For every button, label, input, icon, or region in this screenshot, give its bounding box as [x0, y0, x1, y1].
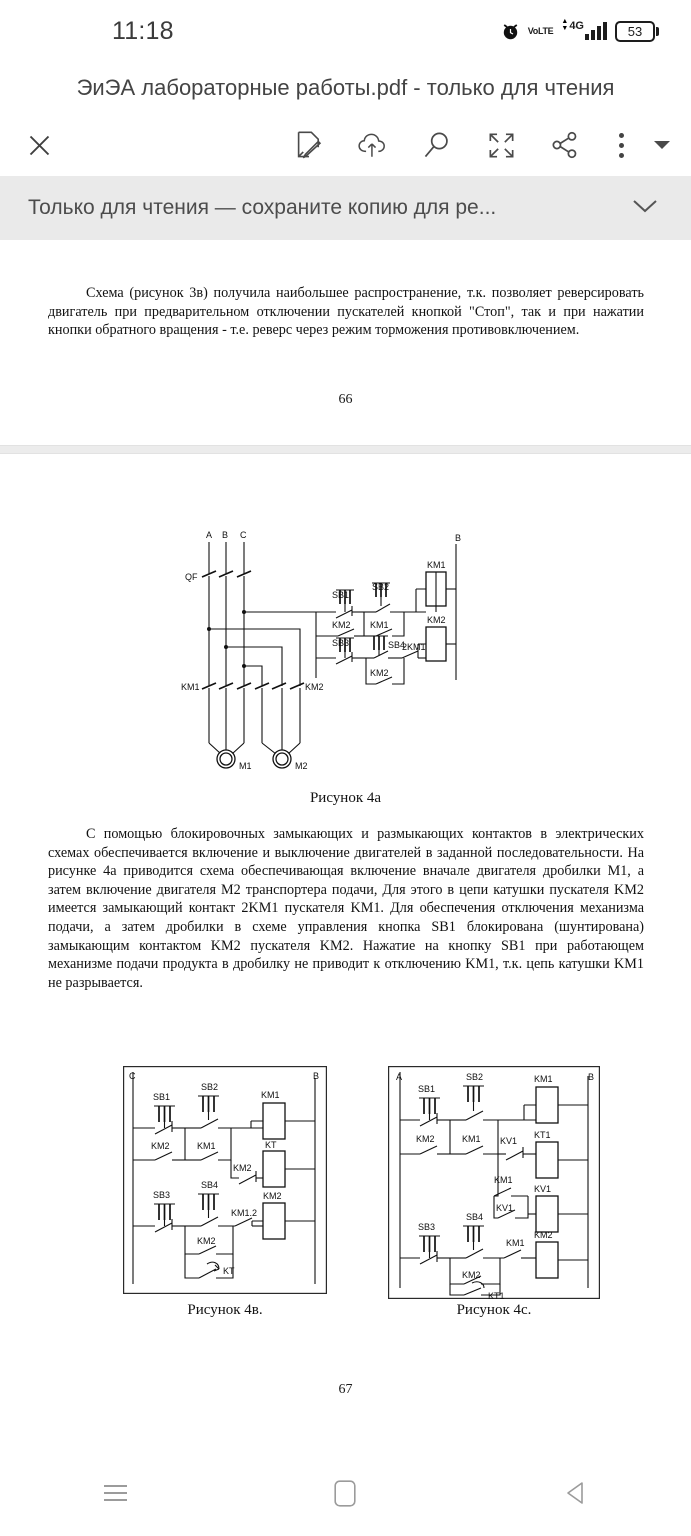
figure-4a-caption: Рисунок 4а [309, 790, 382, 806]
label-right-rail-b: B [455, 533, 462, 543]
label-coil-km1: KM1 [427, 560, 446, 570]
cloud-upload-icon [357, 130, 389, 160]
edit-document-icon [294, 130, 324, 160]
home-button[interactable] [297, 1450, 393, 1536]
label-coil-kv1: KV1 [534, 1184, 552, 1194]
paragraph-page66: Схема (рисунок 3в) получила наибольшее распространение, т.к. позволяет реверсировать двигатель при предварительном отключении пускателей кнопкой "Стоп", так и при нажатии кнопки обратного вращения - т.е. реверс через режим торможения противовключением. [48, 285, 644, 339]
label-phase-b: B [222, 530, 229, 540]
label-sb2: SB2 [466, 1072, 484, 1082]
readonly-banner[interactable] [0, 176, 691, 240]
label-coil-kt1: KT1 [534, 1130, 551, 1140]
chevron-down-icon [652, 138, 672, 152]
label-contact-km2-hold: KM2 [197, 1236, 216, 1246]
back-icon [563, 1480, 589, 1506]
label-sb1: SB1 [153, 1092, 171, 1102]
more-options-button[interactable] [597, 114, 645, 176]
more-options-icon [619, 133, 624, 158]
recents-icon [104, 1485, 127, 1501]
label-sb1: SB1 [332, 590, 350, 600]
label-sb3: SB3 [418, 1222, 436, 1232]
battery-icon [615, 21, 659, 42]
label-contact-km1-b: KM1 [494, 1175, 513, 1185]
home-icon [334, 1480, 356, 1507]
label-contact-km2-a: KM2 [151, 1141, 170, 1151]
label-coil-km1: KM1 [534, 1074, 553, 1084]
label-sb1: SB1 [418, 1084, 436, 1094]
label-contact-km2-b: KM2 [233, 1163, 252, 1173]
label-contact-km1-2: KM1.2 [231, 1208, 258, 1218]
share-icon [550, 130, 580, 160]
label-sb2: SB2 [201, 1082, 219, 1092]
close-button[interactable] [8, 114, 70, 176]
label-left-rail-a: A [396, 1072, 403, 1082]
page-number-66: 66 [338, 392, 353, 407]
label-sb2: SB2 [372, 582, 390, 592]
banner-expand-button[interactable] [631, 197, 659, 220]
fullscreen-icon [487, 131, 516, 160]
label-sb3: SB3 [153, 1190, 171, 1200]
app-toolbar [0, 114, 691, 176]
figure-4a-schematic [180, 528, 480, 778]
status-icon-group [501, 18, 659, 42]
label-sb4: SB4 [201, 1180, 219, 1190]
status-bar [0, 0, 691, 62]
label-coil-km2: KM2 [534, 1230, 553, 1240]
label-sb3: SB3 [332, 638, 350, 648]
back-button[interactable] [528, 1450, 624, 1536]
label-qf: QF [185, 572, 198, 582]
label-contact-2km1: 2KM1 [402, 642, 426, 652]
label-contact-kv1-b: KV1 [496, 1203, 514, 1213]
search-icon [422, 130, 452, 160]
label-contact-kt: KT [223, 1266, 235, 1276]
document-title: ЭиЭА лабораторные работы.pdf - только для чтения [76, 75, 615, 100]
readonly-banner-text: Только для чтения — сохраните копию для ре... [28, 196, 497, 219]
label-coil-km2: KM2 [427, 615, 446, 625]
label-coil-kt: KT [265, 1140, 277, 1150]
label-sb4: SB4 [466, 1212, 484, 1222]
label-right-rail-b: B [313, 1071, 320, 1081]
label-contact-km2-b: KM2 [370, 668, 389, 678]
chevron-down-icon [631, 197, 659, 215]
recents-button[interactable] [67, 1450, 163, 1536]
label-km2-contactor: KM2 [305, 682, 324, 692]
label-left-rail-c: C [129, 1071, 136, 1081]
label-km1-contactor: KM1 [181, 682, 200, 692]
share-button[interactable] [533, 114, 597, 176]
label-right-rail-b: B [588, 1072, 595, 1082]
system-navigation-bar [0, 1450, 691, 1536]
label-contact-km2-a: KM2 [416, 1134, 435, 1144]
figure-4v-caption: Рисунок 4в. [187, 1302, 263, 1318]
figure-4v-schematic [123, 1066, 327, 1294]
label-motor-m2: M2 [295, 761, 308, 771]
alarm-icon [501, 22, 520, 41]
status-time: 11:18 [112, 16, 174, 45]
page-number-67: 67 [338, 1382, 353, 1397]
label-contact-km1-a: KM1 [197, 1141, 216, 1151]
label-motor-m1: M1 [239, 761, 252, 771]
expand-toolbar-button[interactable] [645, 114, 679, 176]
label-contact-kv1-a: KV1 [500, 1136, 518, 1146]
label-contact-km1-a: KM1 [370, 620, 389, 630]
label-sb4: SB4 [388, 640, 406, 650]
cloud-upload-button[interactable] [341, 114, 405, 176]
label-contact-km1-c: KM1 [506, 1238, 525, 1248]
label-contact-km2-a: KM2 [332, 620, 351, 630]
fullscreen-button[interactable] [469, 114, 533, 176]
network-type-label: 4G [569, 20, 584, 32]
label-contact-km1-a: KM1 [462, 1134, 481, 1144]
label-contact-km2-hold: KM2 [462, 1270, 481, 1280]
data-arrows-icon: ▲ ▼ [561, 18, 569, 32]
label-phase-a: A [206, 530, 213, 540]
edit-document-button[interactable] [277, 114, 341, 176]
pdf-viewport[interactable] [0, 240, 691, 1450]
volte-icon: Vo LTE [527, 25, 554, 36]
signal-bars-icon [585, 22, 607, 40]
label-coil-km2: KM2 [263, 1191, 282, 1201]
close-icon [26, 132, 53, 159]
battery-level-label: 53 [615, 21, 655, 42]
label-coil-km1: KM1 [261, 1090, 280, 1100]
figure-4c-caption: Рисунок 4с. [456, 1302, 532, 1318]
signal-icon [561, 18, 607, 40]
label-phase-c: C [240, 530, 247, 540]
paragraph-page67: С помощью блокировочных замыкающих и размыкающих контактов в электрических схемах обеспечивается включение и выключение двигателей в заданной последовательности. На рисунке 4а приводится схема обеспечивающая включение вначале двигателя дробилки M1, а затем включение двигателя М2 транспортера подачи, Для этого в цепи катушки пускателя KM2 имеется замыкающий контакт 2KM1 пускателя KM1. Для обеспечения отключения механизма подачи, а затем дробилки в схеме управления кнопка SB1 блокирована (шунтирована) замыкающим контактом KM2 пускателя KM2. Нажатие на кнопку SB1 при работающем механизме подачи продукта в дробилку не приводит к отключению KM1, т.к. цепь катушки KM1 не разрывается. [48, 826, 644, 991]
label-contact-kt1: KT1 [488, 1291, 505, 1299]
figure-4c-schematic [388, 1066, 600, 1299]
battery-cap [656, 27, 659, 36]
search-button[interactable] [405, 114, 469, 176]
page-separator [0, 445, 691, 454]
